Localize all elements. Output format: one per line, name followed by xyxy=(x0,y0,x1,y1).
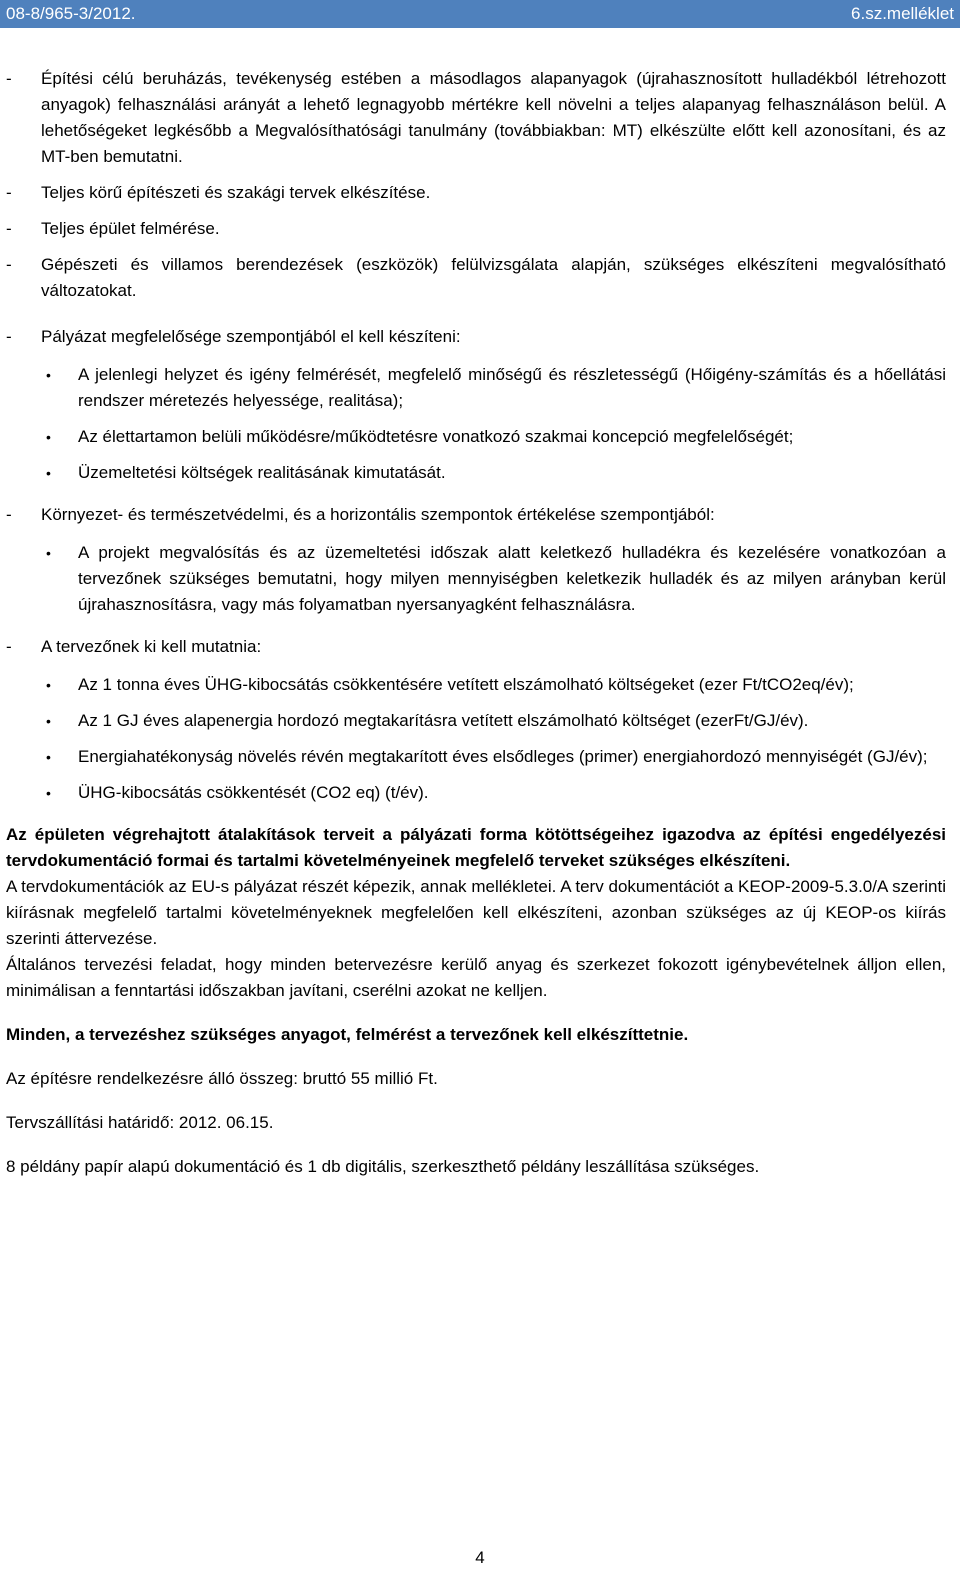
bullet-marker: • xyxy=(46,785,51,801)
page-number: 4 xyxy=(475,1548,485,1567)
bullet-marker: • xyxy=(46,545,51,561)
page-header xyxy=(0,0,960,28)
bullet-marker: • xyxy=(46,677,51,693)
bullet-text: A jelenlegi helyzet és igény felmérését, megfelelő minőségű és részletességű (Hőigény-számítás és a hőellátási rendszer méretezés helyessége, realitása); xyxy=(78,365,946,410)
bullet-marker: • xyxy=(46,367,51,383)
bullet-item xyxy=(6,362,946,414)
list-item-text: A tervezőnek ki kell mutatnia: xyxy=(41,637,262,656)
bullet-list xyxy=(6,362,946,486)
bullet-marker: • xyxy=(46,713,51,729)
list-item xyxy=(6,502,946,528)
dash-marker: - xyxy=(6,183,12,202)
list-item xyxy=(6,634,946,660)
list-item-text: Építési célú beruházás, tevékenység estében a másodlagos alapanyagok (újrahasznosított hulladékból létrehozott anyagok) felhasználási arányát a lehető legnagyobb mértékre kell növelni a teljes alapanyag felhasználáson belül. A lehetőségeket legkésőbb a Megvalósíthatósági tanulmány (továbbiakban: MT) elkészülte előtt kell azonosítani, és az MT-ben bemutatni. xyxy=(41,69,946,166)
annex-label: 6.sz.melléklet xyxy=(851,4,954,23)
designer-obligation-paragraph: Minden, a tervezéshez szükséges anyagot, felmérést a tervezőnek kell elkészíttetnie. xyxy=(6,1025,689,1044)
list-item-text: Környezet- és természetvédelmi, és a horizontális szempontok értékelése szempontjából: xyxy=(41,505,715,524)
bullet-marker: • xyxy=(46,465,51,481)
budget-paragraph: Az építésre rendelkezésre álló összeg: bruttó 55 millió Ft. xyxy=(6,1069,438,1088)
bullet-item xyxy=(6,744,946,770)
list-item xyxy=(6,180,946,206)
document-body xyxy=(6,66,946,1180)
list-item xyxy=(6,252,946,304)
bullet-item xyxy=(6,708,946,734)
list-item-text: Teljes körű építészeti és szakági tervek elkészítése. xyxy=(41,183,431,202)
dash-marker: - xyxy=(6,255,12,274)
bullet-list xyxy=(6,672,946,806)
bullet-item xyxy=(6,460,946,486)
list-item xyxy=(6,66,946,170)
bullet-item xyxy=(6,780,946,806)
bullet-text: Az 1 tonna éves ÜHG-kibocsátás csökkentésére vetített elszámolható költségeket (ezer Ft/tCO2eq/év); xyxy=(78,675,854,694)
bullet-item xyxy=(6,424,946,450)
dash-marker: - xyxy=(6,637,12,656)
deadline-paragraph: Tervszállítási határidő: 2012. 06.15. xyxy=(6,1113,274,1132)
list-item xyxy=(6,216,946,242)
bullet-text: Az élettartamon belüli működésre/működtetésre vonatkozó szakmai koncepció megfelelőségét; xyxy=(78,427,794,446)
bullet-item xyxy=(6,540,946,618)
bullet-text: A projekt megvalósítás és az üzemeltetési időszak alatt keletkező hulladékra és kezelésére vonatkozóan a tervezőnek szükséges bemutatni, hogy milyen mennyiségben keletkezik hulladék és az milyen arányban kerül újrahasznosításra, vagy más folyamatban nyersanyagként felhasználásra. xyxy=(78,543,946,614)
documentation-paragraph: A tervdokumentációk az EU-s pályázat részét képezik, annak mellékletei. A terv dokumentációt a KEOP-2009-5.3.0/A szerinti kiírásnak megfelelő tartalmi követelményeknek megfelelően kell elkészíteni, azonban szükséges az új KEOP-os kiírás szerinti áttervezése. xyxy=(6,877,946,948)
deliverables-paragraph: 8 példány papír alapú dokumentáció és 1 db digitális, szerkeszthető példány leszállítása szükséges. xyxy=(6,1157,760,1176)
dash-marker: - xyxy=(6,327,12,346)
list-item-text: Pályázat megfelelősége szempontjából el kell készíteni: xyxy=(41,327,461,346)
bullet-text: Energiahatékonyság növelés révén megtakarított éves elsődleges (primer) energiahordozó mennyiségét (GJ/év); xyxy=(78,747,928,766)
bullet-item xyxy=(6,672,946,698)
bullet-text: Üzemeltetési költségek realitásának kimutatását. xyxy=(78,463,446,482)
general-task-paragraph: Általános tervezési feladat, hogy minden betervezésre kerülő anyag és szerkezet fokozott igénybevételnek álljon ellen, minimálisan a fenntartási időszakban javítani, cserélni azokat ne kelljen. xyxy=(6,955,946,1000)
bullet-list xyxy=(6,540,946,618)
dash-marker: - xyxy=(6,505,12,524)
bullet-marker: • xyxy=(46,429,51,445)
dash-marker: - xyxy=(6,219,12,238)
bullet-text: ÜHG-kibocsátás csökkentését (CO2 eq) (t/év). xyxy=(78,783,429,802)
list-item-text: Gépészeti és villamos berendezések (eszközök) felülvizsgálata alapján, szükséges elkészíteni megvalósítható változatokat. xyxy=(41,255,946,300)
document-reference: 08-8/965-3/2012. xyxy=(6,4,136,23)
bullet-text: Az 1 GJ éves alapenergia hordozó megtakarításra vetített elszámolható költséget (ezerFt/GJ/év). xyxy=(78,711,809,730)
list-item xyxy=(6,324,946,350)
bullet-marker: • xyxy=(46,749,51,765)
dash-marker: - xyxy=(6,69,12,88)
design-requirements-paragraph: Az épületen végrehajtott átalakítások terveit a pályázati forma kötöttségeihez igazodva az építési engedélyezési tervdokumentáció formai és tartalmi követelményeinek megfelelő terveket szükséges elkészíteni. xyxy=(6,825,946,870)
list-item-text: Teljes épület felmérése. xyxy=(41,219,220,238)
